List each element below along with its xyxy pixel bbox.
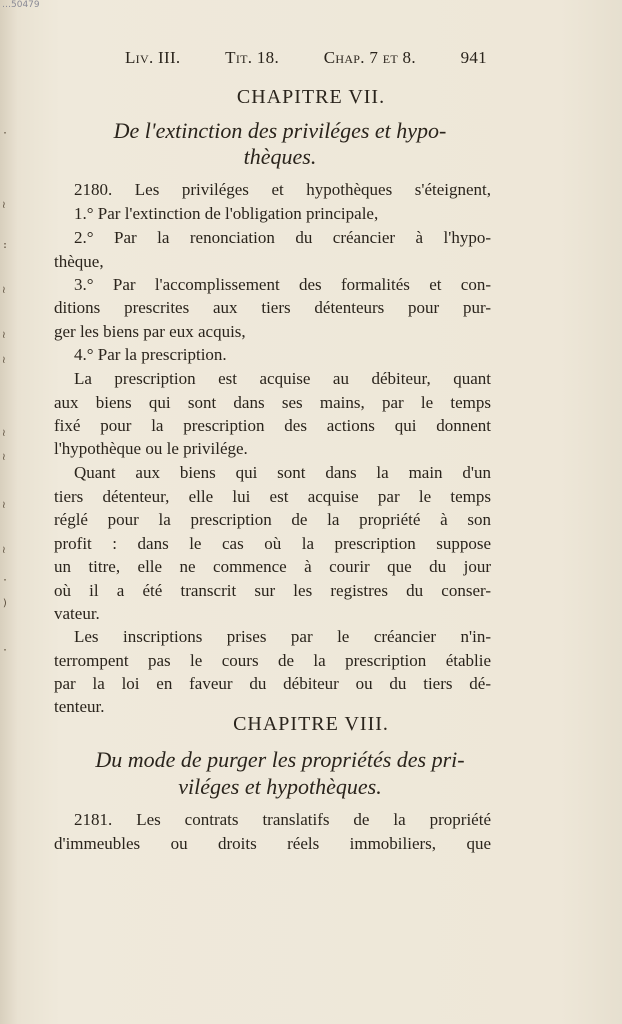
text-line: ger les biens par eux acquis, (54, 322, 246, 341)
text-line: d'immeubles ou droits réels immobiliers, que (54, 834, 491, 853)
text-line: l'hypothèque ou le privilége. (54, 439, 248, 458)
text-line: où il a été transcrit sur les registres du conser- (54, 581, 491, 600)
text-line: 2180. Les priviléges et hypothèques s'éteignent, (74, 180, 491, 199)
chapter-7-subtitle-line-2: thèques. (243, 144, 317, 169)
chapter-7-subtitle-line-1: De l'extinction des priviléges et hypo- (113, 118, 447, 143)
text-line: tiers détenteur, elle lui est acquise par le temps (54, 487, 491, 506)
text-line: Les inscriptions prises par le créancier n'in- (74, 627, 491, 646)
text-line: aux biens qui sont dans ses mains, par le temps (54, 393, 491, 412)
text-line: fixé pour la prescription des actions qui donnent (54, 416, 491, 435)
text-line: 1.° Par l'extinction de l'obligation principale, (74, 204, 379, 223)
chapter-8-heading: CHAPITRE VIII. (233, 713, 389, 735)
chapter-8-subtitle-line-1: Du mode de purger les propriétés des pri- (95, 747, 465, 772)
text-line: thèque, (54, 252, 104, 271)
text-line: tenteur. (54, 697, 105, 716)
text-line: 2181. Les contrats translatifs de la propriété (74, 810, 491, 829)
binding-gutter: · ≀ : ≀ ≀ ≀ ≀ ≀ ≀ ≀ · ) · (2, 128, 9, 656)
scan-id: …50479 (2, 0, 40, 10)
text-line: par la loi en faveur du débiteur ou du tiers dé- (54, 674, 491, 693)
text-line: vateur. (54, 604, 100, 623)
text-line: terrompent pas le cours de la prescription établie (54, 651, 491, 670)
text-line: Quant aux biens qui sont dans la main d'un (74, 463, 491, 482)
text-line: un titre, elle ne commence à courir que du jour (54, 557, 491, 576)
chapter-8-subtitle-line-2: viléges et hypothèques. (178, 774, 382, 799)
header-title: Tit. 18. (225, 48, 280, 67)
page-number: 941 (460, 48, 487, 67)
text-line: ditions prescrites aux tiers détenteurs pour pur- (54, 298, 491, 317)
running-header (125, 48, 487, 68)
chapter-7-heading: CHAPITRE VII. (236, 86, 386, 108)
text-line: 3.° Par l'accomplissement des formalités et con- (74, 275, 491, 294)
text-line: réglé pour la prescription de la propriété à son (54, 510, 491, 529)
text-line: La prescription est acquise au débiteur, quant (74, 369, 491, 388)
text-line: 2.° Par la renonciation du créancier à l'hypo- (74, 228, 491, 247)
text-line: 4.° Par la prescription. (74, 345, 227, 364)
text-line: profit : dans le cas où la prescription suppose (54, 534, 491, 553)
header-chapter: Chap. 7 et 8. (323, 48, 416, 67)
header-book: Liv. III. (125, 48, 181, 67)
